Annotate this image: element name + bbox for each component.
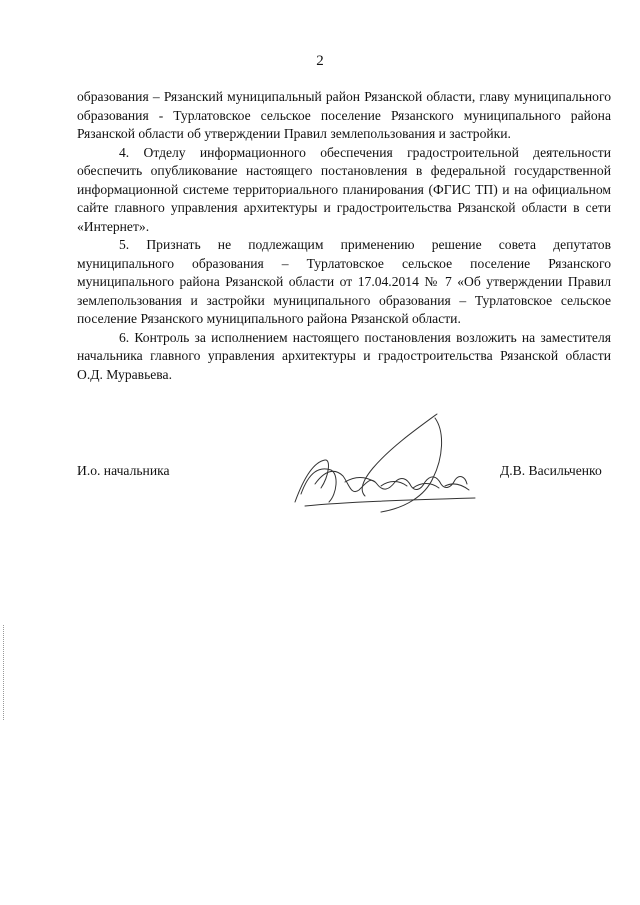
handwritten-signature [285,410,485,515]
signatory-position: И.о. начальника [77,463,170,478]
paragraph-item-4: 4. Отделу информационного обеспечения градостроительной деятельности обеспечить опубликование настоящего постановления в федеральной государственной информационной системе территориального планирования (ФГИС ТП) и на официальном сайте главного управления архитектуры и градостроительства Рязанской области в сети «Интернет». [77,144,611,234]
paragraph-continuation: образования – Рязанский муниципальный район Рязанской области, главу муниципального образования - Турлатовское сельское поселение Рязанского муниципального района Рязанской области об утверждении Правил землепользования и застройки. [77,89,611,141]
signatory-name: Д.В. Васильченко [500,463,602,478]
document-body [77,88,611,384]
paragraph-item-5: 5. Признать не подлежащим применению решение совета депутатов муниципального образования – Турлатовское сельское поселение Рязанского муниципального района Рязанской области от 17.04.2014 № 7 «Об утверждении Правил землепользования и застройки муниципального образования – Турлатовское сельское поселение Рязанского муниципального района Рязанской области. [77,237,611,326]
page-number: 2 [316,53,324,69]
paragraph-item-6: 6. Контроль за исполнением настоящего постановления возложить на заместителя начальника главного управления архитектуры и градостроительства Рязанской области О.Д. Муравьева. [77,329,611,382]
scan-margin-artifact [3,625,6,720]
